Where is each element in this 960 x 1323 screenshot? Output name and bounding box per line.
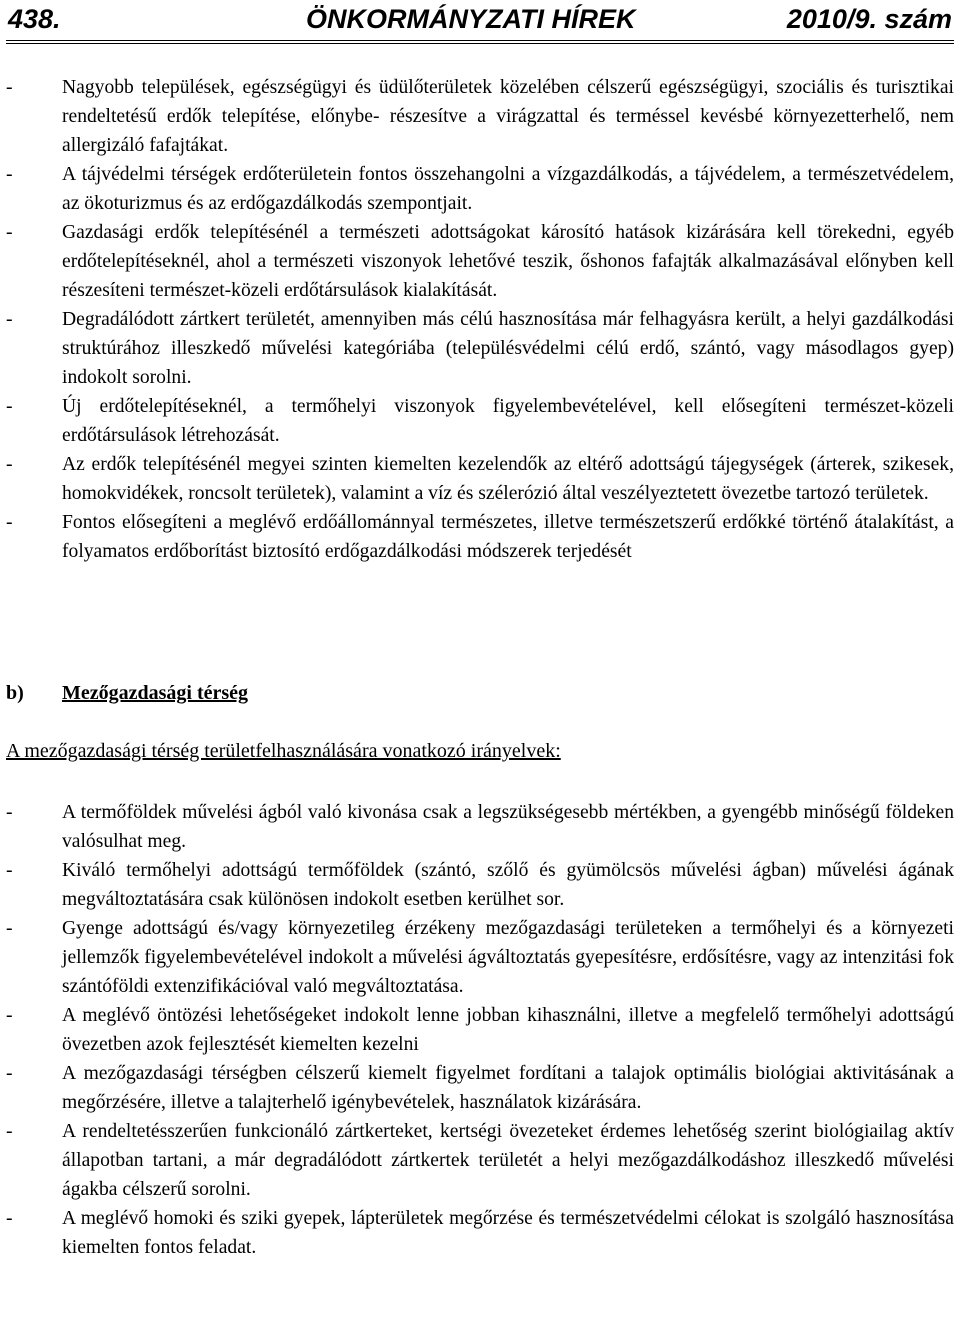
list-item: - Nagyobb települések, egészségügyi és üdülőterületek közelében célszerű egészségügyi, szociális és turisztikai rendeltetésű erdők telepítése, előnybe- részesítve a virágzattal és terméssel kevésbé környezetterhelő, nem allergizáló fafajtákat.: [6, 77, 954, 156]
page-header: [8, 4, 952, 40]
header-rule-bottom: [6, 43, 954, 44]
page-number: 438.: [8, 4, 61, 34]
list-item: - Fontos elősegíteni a meglévő erdőállománnyal természetes, illetve természetszerű erdőkké történő átalakítást, a folyamatos erdőborítást biztosító erdőgazdálkodási módszerek terjedését: [6, 512, 954, 562]
list-item: - A meglévő homoki és sziki gyepek, lápterületek megőrzése és természetvédelmi célokat is szolgáló hasznosítása kiemelten fontos feladat.: [6, 1208, 954, 1258]
agri-guidelines-list: [6, 798, 954, 1262]
list-item: - Gyenge adottságú és/vagy környezetileg érzékeny mezőgazdasági területeken a termőhelyi és a környezeti jellemzők figyelembevételével indokolt a művelési ágváltoztatás gyepesítésre, erdősítésre, vagy az intenzitási fok szántóföldi extenzifikációval való megváltoztatása.: [6, 918, 954, 997]
subheading: A mezőgazdasági térség területfelhasználására vonatkozó irányelvek:: [6, 740, 561, 762]
list-item: - A mezőgazdasági térségben célszerű kiemelt figyelmet fordítani a talajok optimális biológiai aktivitásának a megőrzésére, illetve a talajterhelő igénybevételek, használatok kizárására.: [6, 1063, 954, 1113]
section-title: Mezőgazdasági térség: [62, 682, 249, 704]
publication-title: ÖNKORMÁNYZATI HÍREK: [306, 4, 636, 34]
list-item: - Degradálódott zártkert területét, amennyiben más célú hasznosítása már felhagyásra került, a helyi gazdálkodási struktúrához illeszkedő művelési kategóriába (településvédelmi célú erdő, szántó, vagy másodlagos gyep) indokolt sorolni.: [6, 309, 954, 388]
list-item: - A meglévő öntözési lehetőségeket indokolt lenne jobban kihasználni, illetve a megfelelő termőhelyi adottságú övezetben azok fejlesztését kiemelten kezelni: [6, 1005, 954, 1055]
list-item: - A tájvédelmi térségek erdőterületein fontos összehangolni a vízgazdálkodás, a tájvédelem, a természetvédelem, az ökoturizmus és az erdőgazdálkodás szempontjait.: [6, 164, 954, 214]
list-item: - Az erdők telepítésénél megyei szinten kiemelten kezelendők az eltérő adottságú tájegységek (árterek, szikesek, homokvidékek, roncsolt területek), valamint a víz és szélerózió által veszélyeztetett övezetbe tartozó területek.: [6, 454, 954, 504]
list-item: - A rendeltetésszerűen funkcionáló zártkerteket, kertségi övezeteket érdemes lehetőség szerint biológiailag aktív állapotban tartani, a már degradálódott zártkertek területét a helyi mezőgazdálkodáshoz illeszkedő művelési ágakba célszerű sorolni.: [6, 1121, 954, 1200]
list-item: - Új erdőtelepítéseknél, a termőhelyi viszonyok figyelembevételével, kell elősegíteni természet-közeli erdőtársulások létrehozását.: [6, 396, 954, 446]
list-item: - Gazdasági erdők telepítésénél a természeti adottságokat károsító hatások kizárására kell törekedni, egyéb erdőtelepítéseknél, ahol a természeti viszonyok lehetővé teszik, őshonos fafajták alkalmazásával előnyben kell részesíteni természet-közeli erdőtársulások kialakítását.: [6, 222, 954, 301]
section-label: b): [6, 682, 24, 704]
forest-guidelines-list: [6, 73, 954, 566]
list-item: - Kiváló termőhelyi adottságú termőföldek (szántó, szőlő és gyümölcsös művelési ágban) művelési ágának megváltoztatására csak különösen indokolt esetben kerülhet sor.: [6, 860, 954, 910]
header-rule-top: [6, 40, 954, 41]
issue-number: 2010/9. szám: [786, 4, 952, 34]
section-heading: [6, 682, 248, 705]
list-item: - A termőföldek művelési ágból való kivonása csak a legszükségesebb mértékben, a gyengébb minőségű földeken valósulhat meg.: [6, 802, 954, 852]
